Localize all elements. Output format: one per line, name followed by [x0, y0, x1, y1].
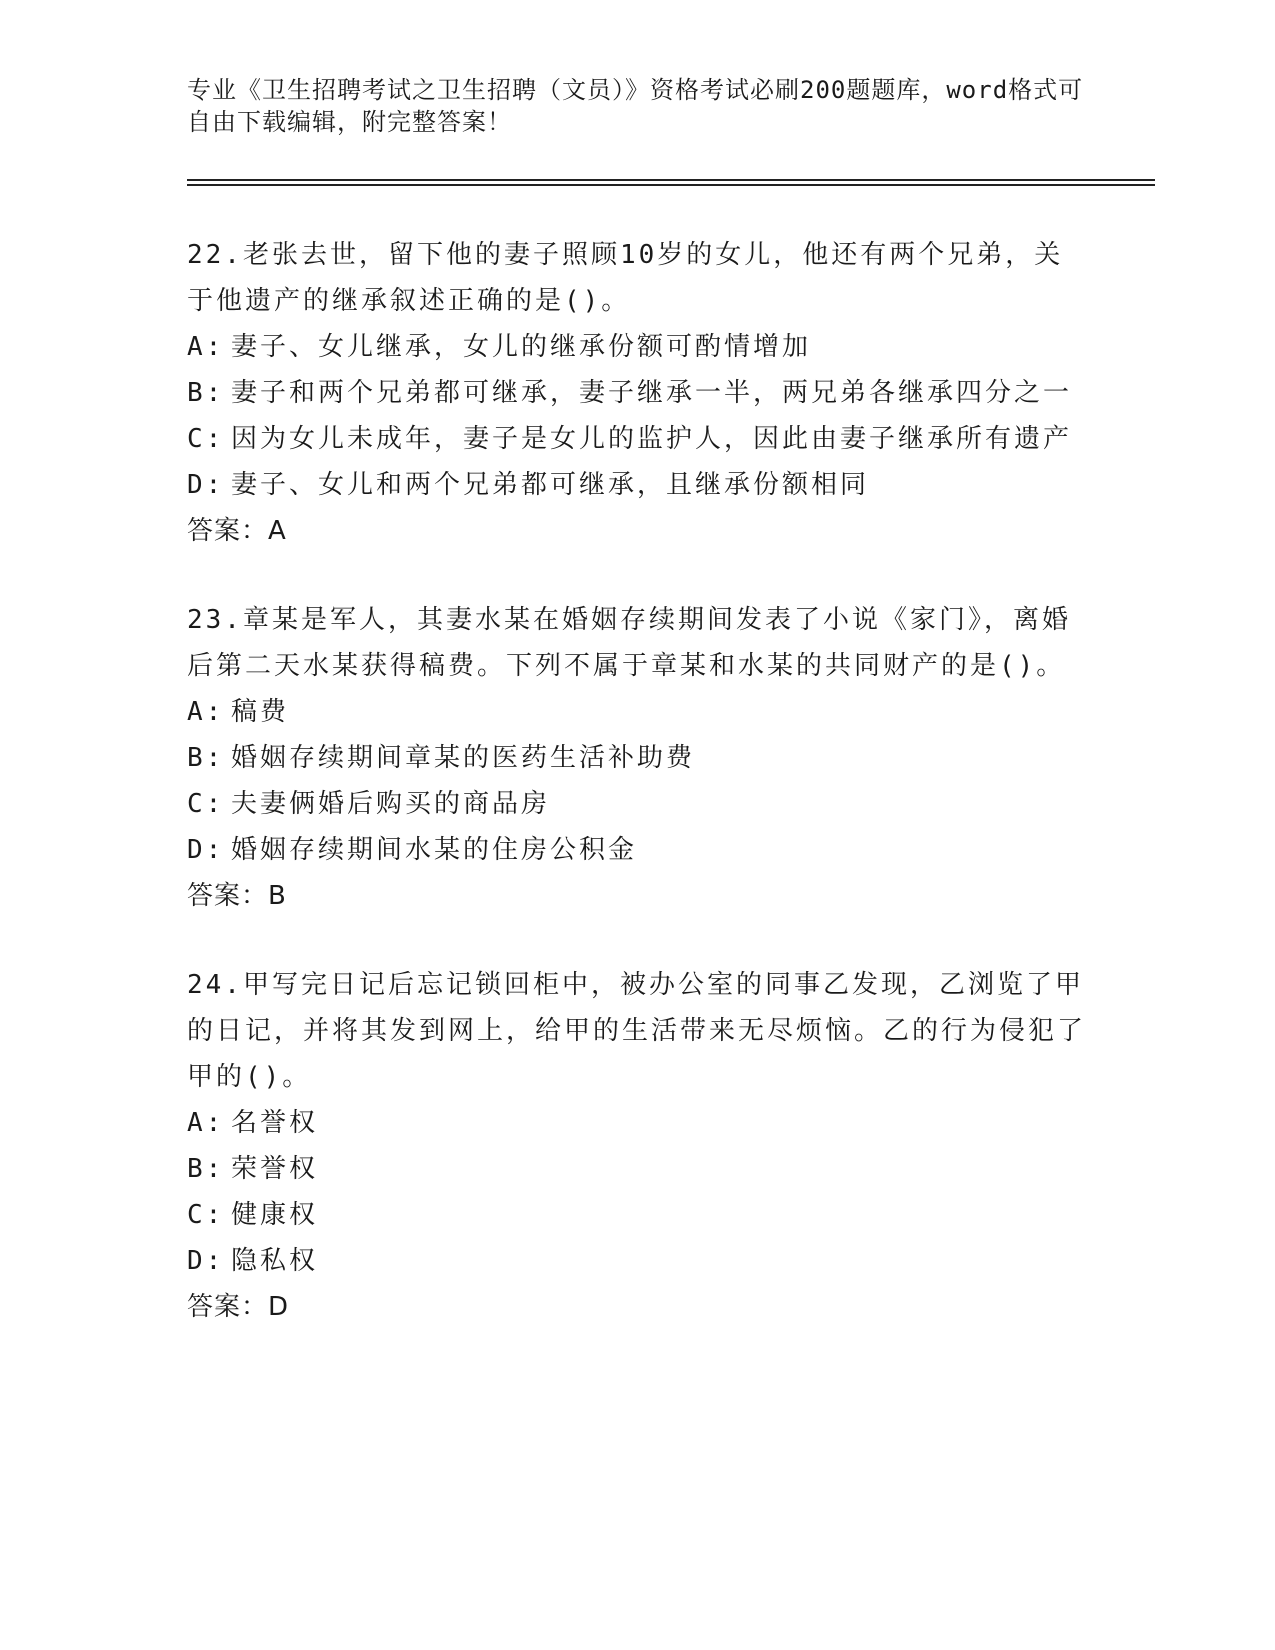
option-letter: D: [187, 1246, 225, 1276]
question-24 [187, 962, 1087, 1330]
option-a [187, 324, 1087, 370]
option-c [187, 416, 1087, 462]
option-a [187, 689, 1087, 735]
option-letter: C: [187, 1200, 225, 1230]
option-d [187, 827, 1087, 873]
option-letter: A: [187, 1108, 225, 1138]
option-letter: A: [187, 697, 225, 727]
option-text: 稿费 [231, 697, 290, 727]
option-letter: A: [187, 332, 225, 362]
option-d [187, 462, 1087, 508]
option-text: 婚姻存续期间章某的医药生活补助费 [231, 743, 696, 773]
option-c [187, 781, 1087, 827]
option-text: 妻子、女儿和两个兄弟都可继承，且继承份额相同 [231, 470, 870, 500]
option-text: 因为女儿未成年，妻子是女儿的监护人，因此由妻子继承所有遗产 [231, 424, 1073, 454]
option-text: 夫妻俩婚后购买的商品房 [231, 789, 551, 819]
answer-line: 答案：A [187, 516, 287, 546]
option-text: 婚姻存续期间水某的住房公积金 [231, 835, 638, 865]
answer-line: 答案：B [187, 881, 287, 911]
option-c [187, 1192, 1087, 1238]
option-b [187, 370, 1087, 416]
header-divider-top [187, 179, 1155, 181]
option-text: 健康权 [231, 1200, 319, 1230]
option-d [187, 1238, 1087, 1284]
option-letter: D: [187, 470, 225, 500]
header-divider-bottom [187, 184, 1155, 186]
option-text: 隐私权 [231, 1246, 319, 1276]
question-22 [187, 232, 1087, 554]
question-stem: 22.老张去世，留下他的妻子照顾10岁的女儿，他还有两个兄弟，关于他遗产的继承叙述正确的是()。 [187, 240, 1064, 316]
option-text: 妻子、女儿继承，女儿的继承份额可酌情增加 [231, 332, 812, 362]
question-23 [187, 597, 1087, 919]
document-header: 专业《卫生招聘考试之卫生招聘（文员）》资格考试必刷200题题库，word格式可自由下载编辑，附完整答案！ [187, 76, 1084, 136]
option-letter: C: [187, 424, 225, 454]
question-stem: 23.章某是军人，其妻水某在婚姻存续期间发表了小说《家门》，离婚后第二天水某获得稿费。下列不属于章某和水某的共同财产的是()。 [187, 605, 1071, 681]
option-letter: B: [187, 743, 225, 773]
answer-line: 答案：D [187, 1292, 290, 1322]
option-a [187, 1100, 1087, 1146]
option-b [187, 1146, 1087, 1192]
option-letter: B: [187, 378, 225, 408]
question-stem: 24.甲写完日记后忘记锁回柜中，被办公室的同事乙发现，乙浏览了甲的日记，并将其发到网上，给甲的生活带来无尽烦恼。乙的行为侵犯了甲的()。 [187, 970, 1087, 1092]
option-letter: B: [187, 1154, 225, 1184]
option-text: 名誉权 [231, 1108, 319, 1138]
option-text: 妻子和两个兄弟都可继承，妻子继承一半，两兄弟各继承四分之一 [231, 378, 1073, 408]
option-b [187, 735, 1087, 781]
option-text: 荣誉权 [231, 1154, 319, 1184]
option-letter: D: [187, 835, 225, 865]
option-letter: C: [187, 789, 225, 819]
